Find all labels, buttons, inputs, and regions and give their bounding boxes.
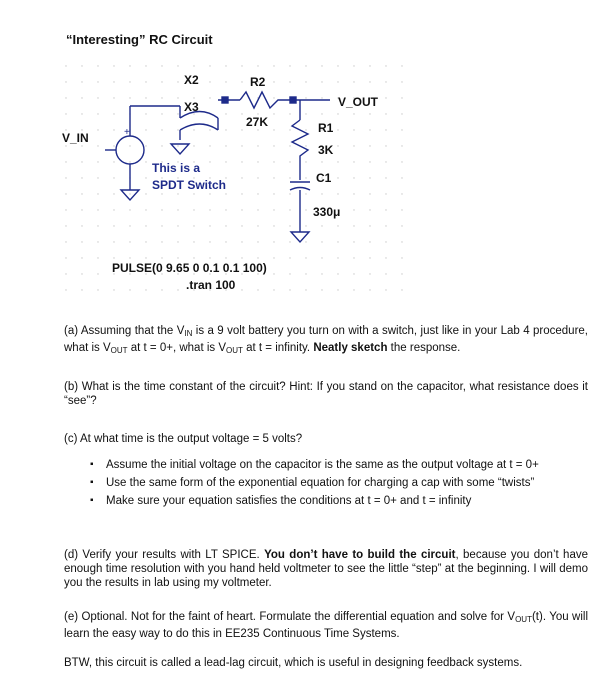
switch-note-line1: This is a [152,161,201,175]
page-title: “Interesting” RC Circuit [66,32,213,47]
question-c: (c) At what time is the output voltage = 5 volts? [64,433,303,445]
circuit-schematic [0,0,608,300]
list-item: ▪ Make sure your equation satisfies the conditions at t = 0+ and t = infinity [90,494,588,508]
list-item: ▪ Assume the initial voltage on the capacitor is the same as the output voltage at t = 0+ [90,458,588,472]
label-r1: R1 [318,121,334,135]
label-x3: X3 [184,100,199,114]
switch-note-line2: SPDT Switch [152,178,227,192]
question-e: (e) Optional. Not for the faint of heart. Formulate the differential equation and solve for $V_{OUT}(t)$. You will learn the easy way to do this in EE235 Continuous Time Systems. [64,611,588,640]
label-r2-value: 27K [246,115,269,129]
question-d: (d) Verify your results with LT SPICE. You don’t have to build the circuit, because you don’t have enough time resolution with you hand held voltmeter to see the little “step” at the beginning. I will demo you the results in lab using my voltmeter. [64,549,588,589]
label-plus: + [124,127,130,138]
label-x2: X2 [184,73,199,87]
list-item: ▪ Use the same form of the exponential equation for charging a cap with some “twists” [90,476,588,490]
question-b: (b) What is the time constant of the circuit? Hint: If you stand on the capacitor, what resistance does it “see”? [64,381,588,407]
label-v-in: V_IN [62,131,89,145]
spice-tran-directive: .tran 100 [186,278,236,292]
label-r2: R2 [250,75,266,89]
label-c1: C1 [316,171,332,185]
node-marker-out [290,97,296,103]
label-v-out: V_OUT [338,95,379,109]
label-r1-value: 3K [318,143,334,157]
btw-note: BTW, this circuit is called a lead-lag circuit, which is useful in designing feedback systems. [64,657,523,669]
node-marker [222,97,228,103]
question-a: (a) Assuming that the $V_{IN}$ is a 9 volt battery you turn on with a switch, just like in your Lab 4 procedure, what is $V_{OUT}$ at t = 0+, what is $V_{OUT}$ at t = infinity. Neatly sketch the response. [64,325,588,355]
label-c1-value: 330μ [313,205,341,219]
spice-pulse-directive: PULSE(0 9.65 0 0.1 0.1 100) [112,261,267,275]
